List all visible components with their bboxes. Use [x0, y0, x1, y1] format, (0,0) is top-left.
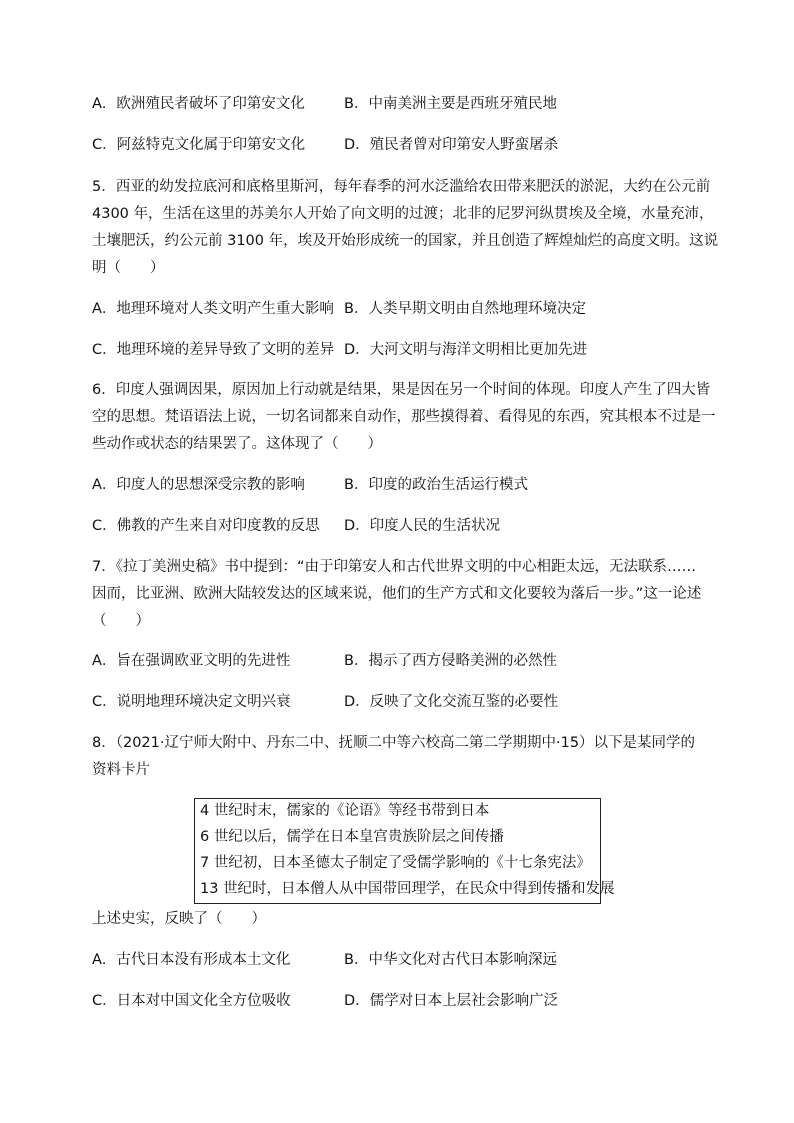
q8-option-d: D．儒学对日本上层社会影响广泛	[344, 993, 559, 1009]
q7-stem-line-3: （ ）	[92, 613, 150, 629]
q5-option-c: C．地理环境的差异导致了文明的差异	[92, 342, 335, 358]
q4-option-a: A．欧洲殖民者破坏了印第安文化	[92, 96, 305, 112]
card-line-1: 4 世纪时末，儒家的《论语》等经书带到日本	[200, 803, 490, 819]
q8-option-c: C．日本对中国文化全方位吸收	[92, 993, 291, 1009]
q4-option-b: B．中南美洲主要是西班牙殖民地	[344, 96, 557, 112]
q5-option-b: B．人类早期文明由自然地理环境决定	[344, 301, 586, 317]
q8-option-b: B．中华文化对古代日本影响深远	[344, 952, 557, 968]
q6-option-a: A．印度人的思想深受宗教的影响	[92, 477, 305, 493]
q4-option-d: D．殖民者曾对印第安人野蛮屠杀	[344, 137, 559, 153]
q7-option-b: B．揭示了西方侵略美洲的必然性	[344, 653, 557, 669]
q8-question-prompt: 上述史实，反映了（ ）	[92, 911, 266, 927]
q7-stem-line-1: 7．《拉丁美洲史稿》书中提到：“由于印第安人和古代世界文明的中心相距太远，无法联系……	[92, 559, 696, 575]
q6-option-c: C．佛教的产生来自对印度教的反思	[92, 518, 320, 534]
q6-stem-line-1: 6．印度人强调因果，原因加上行动就是结果，果是因在另一个时间的体现。印度人产生了四大皆	[92, 382, 711, 398]
material-card	[194, 798, 615, 904]
q5-stem-line-3: 土壤肥沃，约公元前 3100 年，埃及开始形成统一的国家，并且创造了辉煌灿烂的高度文明。这说	[92, 233, 719, 249]
card-line-2: 6 世纪以后，儒学在日本皇宫贵族阶层之间传播	[200, 829, 504, 845]
card-line-4: 13 世纪时，日本僧人从中国带回理学，在民众中得到传播和发展	[200, 881, 615, 897]
q5-stem-line-2: 4300 年，生活在这里的苏美尔人开始了向文明的过渡；北非的尼罗河纵贯埃及全境，水量充沛，	[92, 206, 714, 222]
q8-stem-line-1: 8．（2021·辽宁师大附中、丹东二中、抚顺二中等六校高二第二学期期中·15）以下是某同学的	[92, 735, 696, 751]
q6-option-d: D．印度人民的生活状况	[344, 518, 501, 534]
q7-option-d: D．反映了文化交流互鉴的必要性	[344, 694, 559, 710]
q5-option-a: A．地理环境对人类文明产生重大影响	[92, 301, 334, 317]
q5-stem-line-1: 5．西亚的幼发拉底河和底格里斯河，每年春季的河水泛滥给农田带来肥沃的淤泥，大约在公元前	[92, 179, 711, 195]
q6-option-b: B．印度的政治生活运行模式	[344, 477, 528, 493]
q6-stem-line-3: 些动作或状态的结果罢了。这体现了（ ）	[92, 436, 382, 452]
card-line-3: 7 世纪初，日本圣德太子制定了受儒学影响的《十七条宪法》	[200, 855, 591, 871]
q7-stem-line-2: 因而，比亚洲、欧洲大陆较发达的区域来说，他们的生产方式和文化要较为落后一步。”这一论述	[92, 586, 702, 602]
q4-option-c: C．阿兹特克文化属于印第安文化	[92, 137, 306, 153]
q8-stem-line-2: 资料卡片	[92, 762, 150, 778]
q5-stem-line-4: 明（ ）	[92, 260, 165, 276]
q6-stem-line-2: 空的思想。梵语语法上说，一切名词都来自动作，那些摸得着、看得见的东西，究其根本不过是一	[92, 409, 716, 425]
q8-option-a: A．古代日本没有形成本土文化	[92, 952, 291, 968]
q7-option-c: C．说明地理环境决定文明兴衰	[92, 694, 291, 710]
q7-option-a: A．旨在强调欧亚文明的先进性	[92, 653, 291, 669]
q5-option-d: D．大河文明与海洋文明相比更加先进	[344, 342, 588, 358]
